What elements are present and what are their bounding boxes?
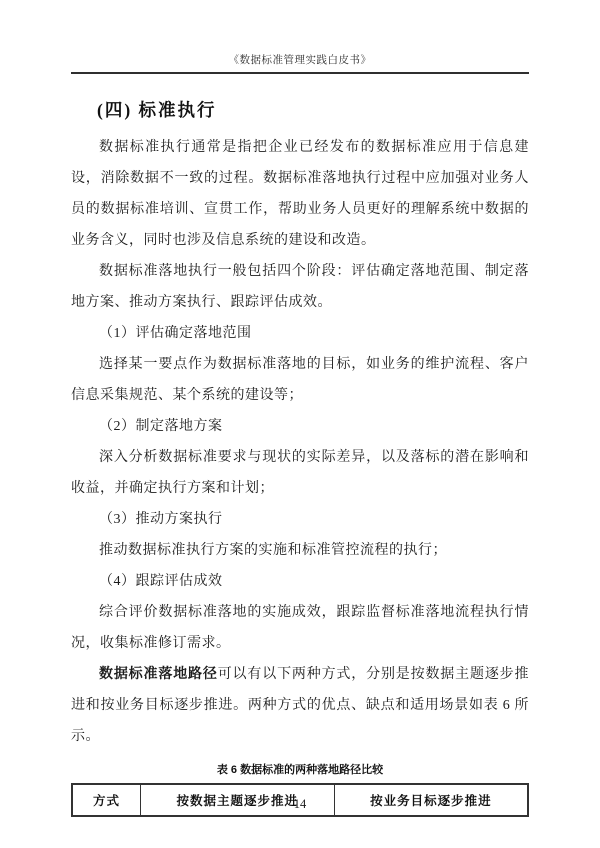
list-item-heading: （2）制定落地方案 bbox=[99, 419, 223, 434]
paragraph-rest-text: 可以有以下两种方式，分别是按数据主题逐步推进和按业务目标逐步推进。两种方式的优点、缺点和适用场景如表 6 所示。 bbox=[71, 667, 530, 744]
page-number: 14 bbox=[293, 797, 307, 811]
table-header-cell-by-data-subject: 按数据主题逐步推进 bbox=[140, 784, 334, 816]
paragraph: 数据标准执行通常是指把企业已经发布的数据标准应用于信息建设，消除数据不一致的过程。数据标准落地执行过程中应加强对业务人员的数据标准培训、宣贯工作，帮助业务人员更好的理解系统中数据的业务含义，同时也涉及信息系统的建设和改造。 bbox=[71, 140, 529, 248]
bold-lead-text: 数据标准落地路径 bbox=[99, 667, 218, 682]
table-header-cell-by-business-goal: 按业务目标逐步推进 bbox=[334, 784, 528, 816]
running-header bbox=[71, 0, 529, 74]
paragraph: 综合评价数据标准落地的实施成效，跟踪监督标准落地流程执行情况，收集标准修订需求。 bbox=[71, 605, 529, 651]
paragraph-with-bold-lead bbox=[71, 659, 529, 752]
page-footer bbox=[0, 797, 600, 812]
list-item-heading: （4）跟踪评估成效 bbox=[99, 574, 223, 589]
list-item-heading: （1）评估确定落地范围 bbox=[99, 326, 252, 341]
paragraph: 数据标准落地执行一般包括四个阶段：评估确定落地范围、制定落地方案、推动方案执行、跟踪评估成效。 bbox=[71, 264, 529, 310]
section-title: (四) 标准执行 bbox=[97, 100, 217, 120]
paragraph: 推动数据标准执行方案的实施和标准管控流程的执行； bbox=[99, 543, 447, 558]
document-title: 《数据标准管理实践白皮书》 bbox=[228, 55, 372, 66]
body-text bbox=[71, 132, 529, 752]
table-header-cell-mode: 方式 bbox=[72, 784, 140, 816]
paragraph: 深入分析数据标准要求与现状的实际差异，以及落标的潜在影响和收益，并确定执行方案和计划； bbox=[71, 450, 529, 496]
list-item-heading: （3）推动方案执行 bbox=[99, 512, 223, 527]
table-caption: 表 6 数据标准的两种落地路径比较 bbox=[216, 764, 384, 776]
paragraph: 选择某一要点作为数据标准落地的目标，如业务的维护流程、客户信息采集规范、某个系统的建设等； bbox=[71, 357, 529, 403]
